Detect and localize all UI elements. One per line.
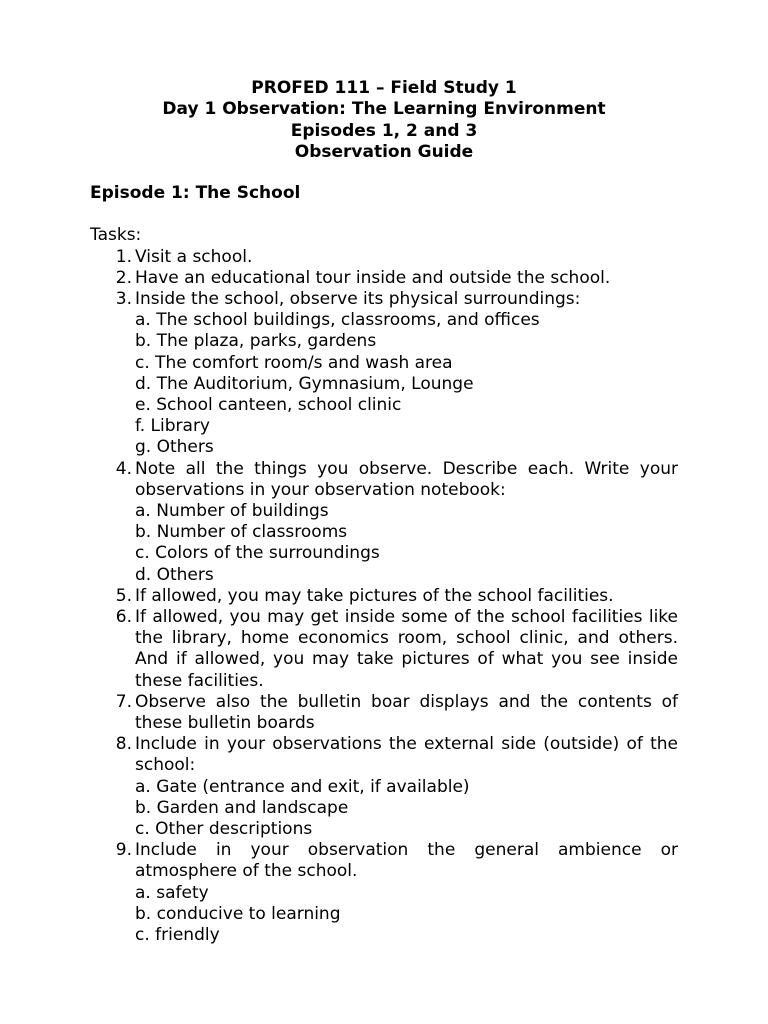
subitem: a. Gate (entrance and exit, if available) [135,776,470,797]
task-number: 2. [115,267,132,288]
subitem: c. friendly [135,925,220,946]
task-item [90,289,678,459]
task-text: Have an educational tour inside and outside the school. [135,267,611,288]
task-text: Observe also the bulletin boar displays and the contents of these bulletin boards [135,691,678,734]
task-text: Include in your observations the external side (outside) of the school: [135,734,678,776]
task-text: If allowed, you may take pictures of the school facilities. [135,585,614,606]
subitem: f. Library [135,416,210,437]
subitem: e. School canteen, school clinic [135,395,402,416]
title-line: Episodes 1, 2 and 3 [290,120,478,141]
subitem: b. Garden and landscape [135,797,349,818]
title-line: Day 1 Observation: The Learning Environment [162,99,606,120]
task-list [90,247,678,947]
task-number: 9. [115,840,132,861]
task-number: 4. [115,458,132,479]
task-item [90,692,678,734]
subitem: b. conducive to learning [135,903,341,924]
subitem: c. Other descriptions [135,819,313,840]
document-page [90,78,678,946]
document-title [90,78,678,163]
subitem: a. Number of buildings [135,501,329,522]
task-item [90,268,678,289]
task-item [90,607,678,692]
task-text: Note all the things you observe. Describe each. Write your observations in your observation notebook: [135,458,678,500]
task-item [90,459,678,586]
task-item [90,586,678,607]
tasks-label: Tasks: [90,225,142,246]
subitem-list [135,310,678,458]
task-item [90,247,678,268]
subitem-list [135,883,678,947]
task-text: Inside the school, observe its physical surroundings: [135,289,581,309]
task-number: 1. [115,246,132,267]
subitem: d. Others [135,564,214,585]
task-text: Include in your observation the general ambience or atmosphere of the school. [135,840,678,882]
subitem: b. Number of classrooms [135,522,348,543]
task-number: 6. [115,607,132,628]
task-number: 3. [115,289,132,309]
subitem: c. Colors of the surroundings [135,543,380,564]
subitem: a. safety [135,882,209,903]
task-item [90,734,678,840]
task-number: 7. [115,691,132,712]
subitem-list [135,777,678,841]
task-number: 5. [115,585,132,606]
subitem: g. Others [135,437,214,458]
task-text: Visit a school. [135,246,253,267]
subitem: c. The comfort room/s and wash area [135,352,453,373]
subitem: a. The school buildings, classrooms, and offices [135,310,540,331]
title-line: Observation Guide [294,141,474,162]
subitem-list [135,501,678,586]
task-text: If allowed, you may get inside some of the school facilities like the library, home economics room, school clinic, and others. And if allowed, you may take pictures of what you see inside these facilities. [135,607,678,691]
task-number: 8. [115,734,132,755]
subitem: b. The plaza, parks, gardens [135,331,377,352]
subitem: d. The Auditorium, Gymnasium, Lounge [135,373,474,394]
title-line: PROFED 111 – Field Study 1 [251,78,517,98]
episode-heading: Episode 1: The School [90,183,301,204]
task-item [90,840,678,946]
